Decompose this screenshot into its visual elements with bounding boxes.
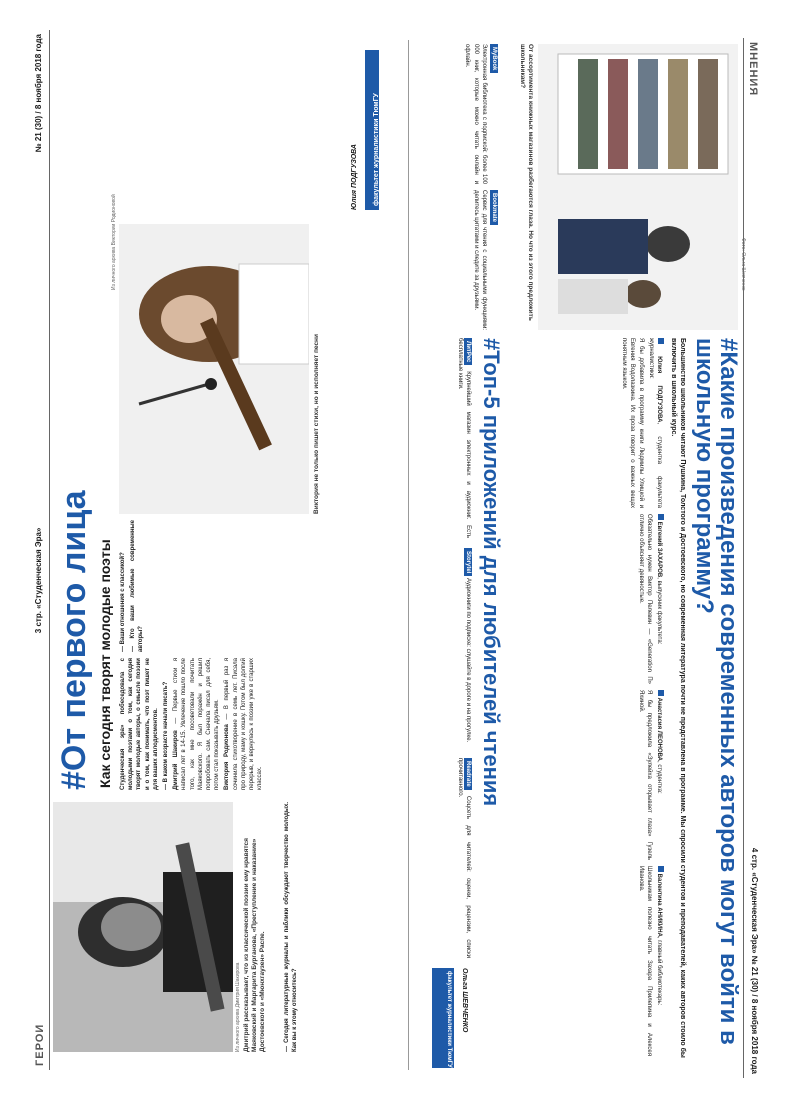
app-5-name: Readrate	[464, 758, 472, 790]
quote-1-role: студентка факультета журналистики	[647, 338, 662, 508]
quote-2-name: Евгений ЗАХАРОВ	[656, 521, 662, 578]
photo-victoria-image	[119, 224, 309, 514]
app-2-text: Сервис для чтения с социальными функциями: делитесь цитатами и следите за друзьями.	[472, 190, 487, 330]
faculty-label-right: факультет журналистики ТюмГУ	[446, 971, 452, 1068]
app-1-name: MyBook	[490, 44, 498, 73]
right-page	[420, 38, 760, 1078]
question-2: — Ваши отношения с классикой?	[120, 552, 126, 652]
photo-bookstore-caption: От ассортимента книжных магазинов разбегаются глаза. Но что из этого предложить школьникам?	[519, 44, 534, 321]
left-page	[33, 30, 403, 1070]
photo-bookstore	[538, 44, 738, 330]
byline: Юлия ПОДГУЗОВА	[351, 144, 358, 210]
question-1: — В каком возрасте начали писать?	[163, 681, 170, 790]
app-item-4	[426, 548, 472, 748]
question-4: — Сегодня литературные журналы и паблики обсуждают творчество молодых. Как вы к этому относитесь?	[284, 802, 299, 1052]
app-item-1	[428, 44, 498, 184]
left-page-header	[33, 30, 50, 1070]
photo-victoria-credit: Из личного архива Виктории Родионовой	[111, 194, 117, 290]
quote-4-text: Школьникам полезно читать Захара Прилепина и Алексея Иванова.	[637, 866, 652, 1056]
quote-4-role: главный библиотекарь	[656, 940, 662, 1004]
app-3-name: ЛитРес	[464, 338, 472, 365]
page-headline: #От первого лица	[55, 490, 93, 790]
quote-marker-icon	[658, 514, 664, 520]
quote-2-text: Обязательно нужен Виктор Пелевин — «Generation П» отлично объясняет девяностые.	[637, 514, 652, 684]
photo-dmitry-caption: Дмитрий рассказывает, что из классической поэзии ему нравятся Маяковский и Маргарита Бурганова, «Преступление и наказание» Достоевского и «Мюнхгаузен» Распе.	[243, 838, 266, 1052]
quote-3-role: студентка	[656, 764, 662, 792]
quote-1-name: Юлия ПОДГУЗОВА	[656, 356, 662, 423]
article-intro: Студенческая эра» побеседовала с молодыми поэтами о том, как сегодня творят молодые авторы, о смысле поэзии и о том, как понимать, что поэт пишет не для ваших аплодисментов.	[120, 658, 159, 790]
faculty-label: факультет журналистики ТюмГУ	[373, 93, 380, 206]
quote-2: Евгений ЗАХАРОВ, выпускник факультета: Обязательно нужен Виктор Пелевин — «Generation П» отлично объясняет девяностые.	[637, 514, 662, 684]
page-divider	[408, 40, 409, 1070]
issue-date-right: 4 стр. «Студенческая Эра» № 21 (30) / 8 ноября 2018 года	[750, 847, 759, 1074]
quote-3: Анастасия ЛЕОНОВА, студентка: Я бы предложила «Зулейха открывает глаза» Гузель Яхиной.	[637, 690, 662, 860]
app-4-text: Аудиокниги по подписке: слушайте в дороге и на прогулке.	[465, 578, 471, 743]
page-subhead: Как сегодня творят молодые поэты	[97, 539, 113, 788]
quote-3-text: Я бы предложила «Зулейха открывает глаза» Гузель Яхиной.	[637, 690, 652, 860]
app-4-name: Storytel	[464, 548, 472, 576]
headline-top5-apps: #Топ-5 приложений для любителей чтения	[479, 338, 504, 807]
issue-date: № 21 (30) / 8 ноября 2018 года	[34, 34, 43, 153]
quote-marker-icon	[658, 866, 664, 872]
quote-4: Валентина АНИКИНА, главный библиотекарь: Школьникам полезно читать Захара Прилепина и Алексея Иванова.	[637, 866, 662, 1056]
answer-1b-text: — В первый раз я сочинила стихотворение в семь лет. Писала про природу, маму и кошку. Потом был долгий перерыв, и вернулась к поэзии уже в старших классах.	[224, 658, 264, 790]
photo-victoria	[119, 224, 309, 514]
article-column-2	[119, 520, 389, 652]
photo-dmitry	[53, 802, 233, 1052]
app-1-text: Электронная библиотека с подпиской: более 100 000 книг, которые можно читать онлайн и офлайн.	[464, 44, 487, 184]
quote-2-role: выпускник факультета	[656, 580, 662, 643]
issue-page: 3 стр. «Студенческая Эра»	[34, 527, 43, 634]
headline-school-program: #Какие произведения современных авторов могут войти в школьную программу?	[691, 338, 742, 1045]
section-rubric: ГЕРОИ	[34, 1023, 46, 1066]
answer-1-text: — Первые стихи я написал лет в 14-15. Увлечение пошло после того, как мне посоветовали почитать Маяковского. Я был поражён и решил попробовать сам. Сначала писал для себя, потом стал показывать друзьям.	[173, 658, 221, 790]
answer-1-name: Дмитрий Шакиров	[173, 730, 180, 790]
article-column-1	[119, 658, 389, 790]
app-item-2	[428, 190, 498, 330]
app-5-text: Соцсеть для читателей: оценки, рецензии, списки прочитанного.	[456, 758, 471, 958]
lead-school-program: Большинство школьников читают Пушкина, Толстого и Достоевского, но современная литература почти не представлена в программе. Мы спросили студентов и преподавателей, каких авторов стоило бы включить в школьный курс.	[670, 338, 686, 1058]
section-rubric-right: МНЕНИЯ	[747, 42, 759, 97]
faculty-bar-right	[432, 968, 454, 1068]
photo-dmitry-image	[53, 802, 233, 1052]
app-item-3	[426, 338, 472, 538]
answer-1b-name: Виктория Родионова	[224, 724, 231, 790]
quote-1: Юлия ПОДГУЗОВА, студентка факультета журналистики: Я бы добавила в программу книги Людмилы Улицкой и Евгения Водолазкина. Их проза говорит о важных вещах понятным языком.	[621, 338, 662, 508]
quote-marker-icon	[658, 690, 664, 696]
quote-4-name: Валентина АНИКИНА	[656, 873, 662, 937]
right-page-header	[743, 38, 760, 1078]
app-item-5	[426, 758, 472, 958]
question-3: — Кто ваши любимые современные авторы?	[130, 520, 145, 652]
photo-bookstore-image	[538, 44, 738, 330]
photo-dmitry-credit: Из личного архива Дмитрия Шакирова	[235, 962, 241, 1052]
article-column-0	[283, 802, 393, 1052]
quote-1-text: Я бы добавила в программу книги Людмилы Улицкой и Евгения Водолазкина. Их проза говорит о важных вещах понятным языком.	[621, 338, 644, 508]
app-3-text: Крупнейший магазин электронных и аудиокниг. Есть бесплатные книги.	[456, 338, 471, 538]
faculty-bar	[365, 50, 379, 210]
byline-right: Ольга ШЕВЧЕНКО	[461, 968, 468, 1033]
quote-3-name: Анастасия ЛЕОНОВА	[656, 697, 662, 762]
app-2-name: Bookmate	[490, 190, 498, 225]
quote-marker-icon	[658, 338, 664, 344]
photo-victoria-caption: Виктория не только пишет стихи, но и исполняет песни	[313, 334, 320, 514]
photo-bookstore-credit: Фото: Ольга Шевченко	[740, 238, 746, 291]
